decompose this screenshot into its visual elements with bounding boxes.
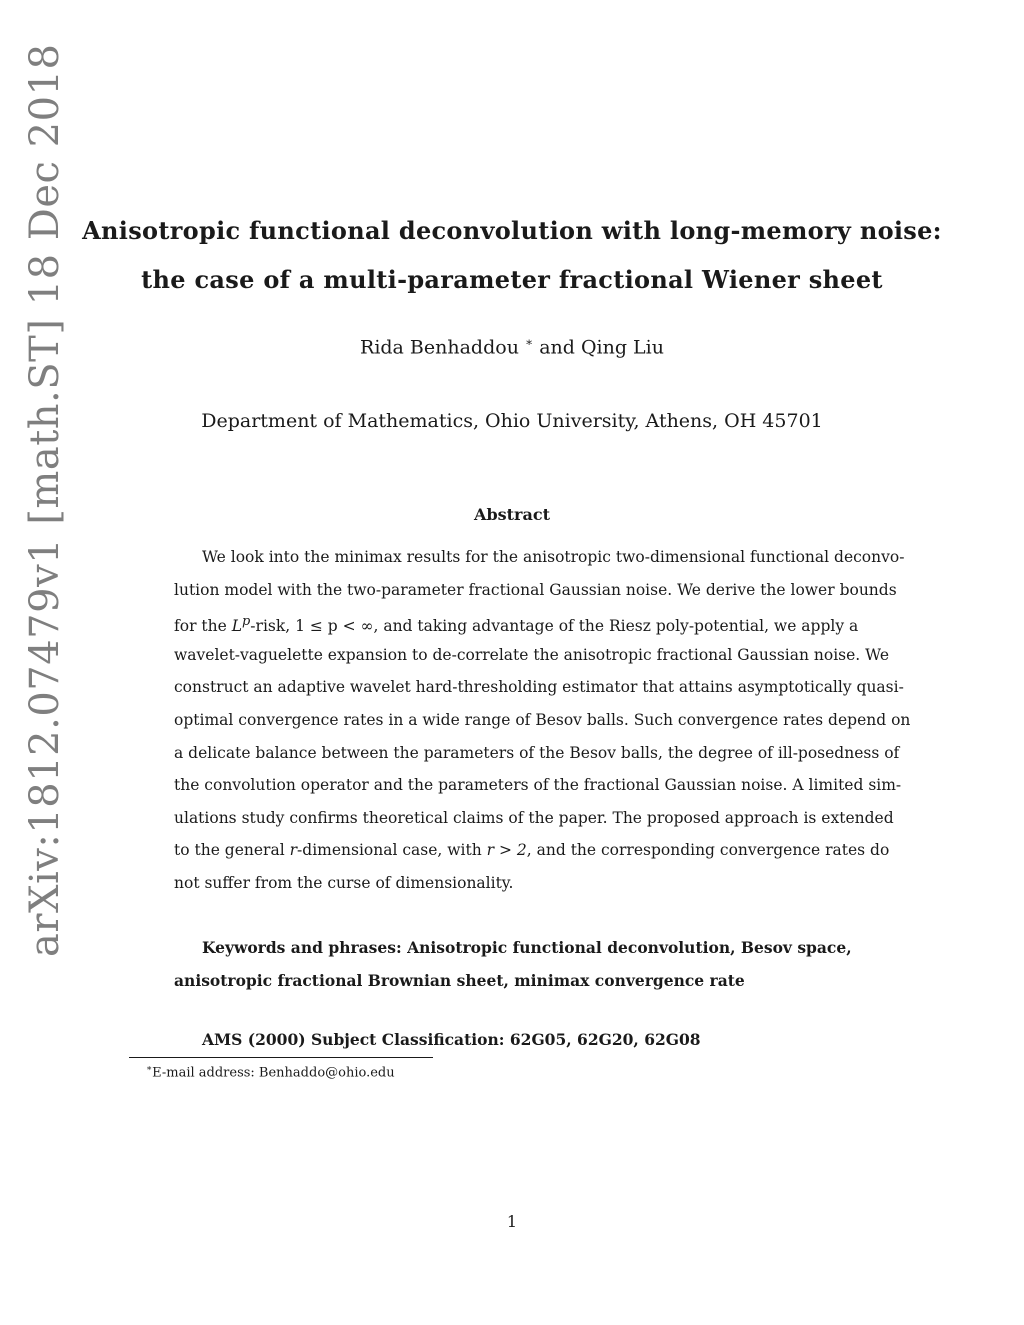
abstract-text: , and the corresponding convergence rates do bbox=[526, 841, 890, 860]
abstract-line: ulations study confirms theoretical claims of the paper. The proposed approach is extended bbox=[174, 808, 894, 827]
abstract-body bbox=[174, 541, 911, 900]
paper-title-line-1: Anisotropic functional deconvolution with long-memory noise: bbox=[82, 216, 942, 245]
ams-classification: AMS (2000) Subject Classification: 62G05, 62G20, 62G08 bbox=[202, 1030, 701, 1049]
footnote-divider bbox=[129, 1057, 433, 1058]
abstract-text: -risk, 1 ≤ p < ∞, and taking advantage of the Riesz poly-potential, we apply a bbox=[250, 617, 859, 636]
abstract-line: We look into the minimax results for the anisotropic two-dimensional functional deconvo- bbox=[202, 548, 905, 566]
affiliation: Department of Mathematics, Ohio University, Athens, OH 45701 bbox=[201, 410, 823, 432]
math-expression: r > 2 bbox=[486, 841, 527, 860]
math-symbol: L bbox=[231, 617, 243, 636]
abstract-text: -dimensional case, with bbox=[297, 841, 482, 860]
abstract-line: not suffer from the curse of dimensionality. bbox=[174, 873, 514, 892]
arxiv-identifier-stamp: arXiv:1812.07479v1 [math.ST] 18 Dec 2018 bbox=[22, 43, 68, 957]
abstract-text: for the bbox=[174, 617, 227, 636]
abstract-line: wavelet-vaguelette expansion to de-correlate the anisotropic fractional Gaussian noise. We bbox=[174, 645, 890, 664]
abstract-line: optimal convergence rates in a wide range of Besov balls. Such convergence rates depend on bbox=[174, 710, 911, 729]
abstract-line: lution model with the two-parameter fractional Gaussian noise. We derive the lower bounds bbox=[174, 580, 897, 599]
keywords-line: anisotropic fractional Brownian sheet, minimax convergence rate bbox=[174, 970, 745, 990]
author-first: Rida Benhaddou bbox=[360, 336, 519, 359]
abstract-heading: Abstract bbox=[474, 505, 550, 524]
abstract-line: a delicate balance between the parameters of the Besov balls, the degree of ill-posedness of bbox=[174, 743, 900, 762]
page-number: 1 bbox=[506, 1212, 518, 1231]
math-symbol: p bbox=[242, 614, 251, 630]
abstract-line: the convolution operator and the parameters of the fractional Gaussian noise. A limited sim- bbox=[174, 776, 902, 795]
author-list bbox=[0, 335, 1024, 358]
footnote bbox=[146, 1064, 395, 1080]
author-rest: and Qing Liu bbox=[539, 336, 664, 359]
keywords-block bbox=[174, 932, 852, 997]
abstract-line: construct an adaptive wavelet hard-thresholding estimator that attains asymptotically quasi- bbox=[174, 678, 904, 697]
footnote-marker: ∗ bbox=[524, 335, 534, 349]
abstract-text: to the general bbox=[174, 841, 285, 860]
math-symbol: r bbox=[289, 841, 298, 860]
keywords-line: Keywords and phrases: Anisotropic functional deconvolution, Besov space, bbox=[202, 938, 852, 957]
footnote-text: E-mail address: Benhaddo@ohio.edu bbox=[152, 1065, 395, 1081]
paper-title-line-2: the case of a multi-parameter fractional Wiener sheet bbox=[141, 265, 883, 294]
abstract-line bbox=[174, 834, 890, 867]
footnote-marker: ∗ bbox=[146, 1064, 153, 1074]
abstract-line bbox=[174, 606, 859, 639]
